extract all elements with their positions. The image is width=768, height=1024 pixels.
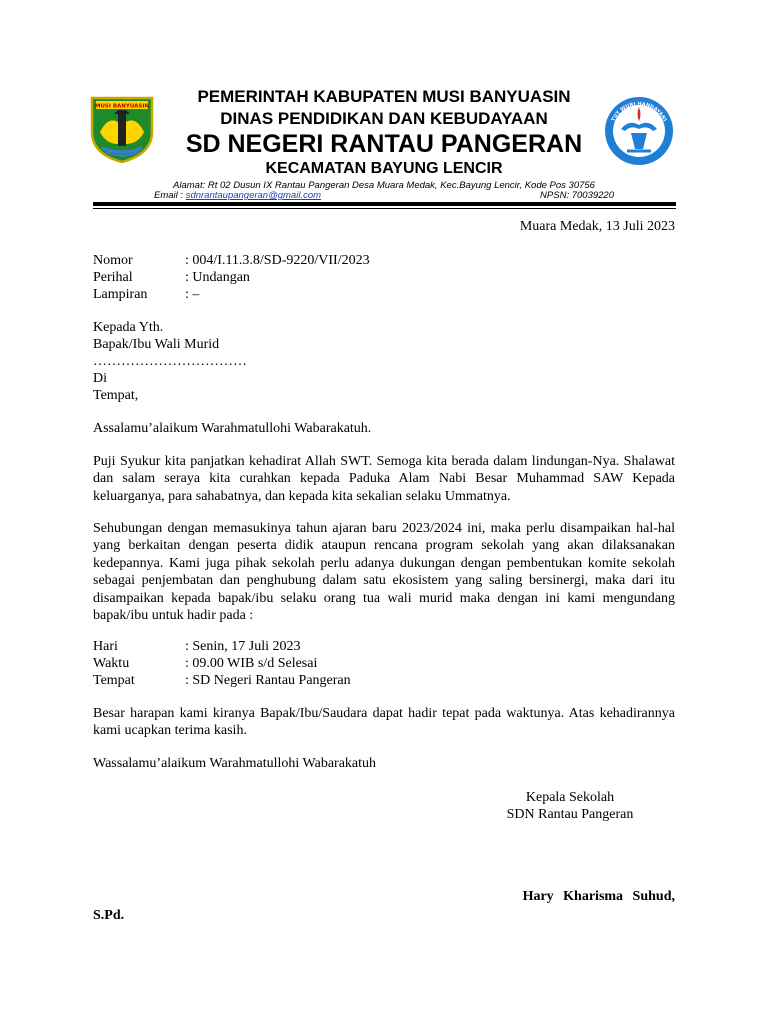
paragraph-opening: Puji Syukur kita panjatkan kehadirat Allah SWT. Semoga kita berada dalam lindungan-Nya. Shalawat dan salam seraya kita curahkan kepada Paduka Alam Nabi Besar Muhammad SAW Kepada keluarganya, para sahabatnya, dan kepada kita sekalian selaku Ummatnya. xyxy=(93,454,675,504)
npsn-number: NPSN: 70039220 xyxy=(540,190,614,201)
signatory-degree: S.Pd. xyxy=(93,908,125,923)
event-place: Tempat : SD Negeri Rantau Pangeran xyxy=(93,673,351,688)
signature-title: Kepala Sekolah xyxy=(525,790,615,805)
contact-row xyxy=(154,190,624,201)
letterhead-divider-thin xyxy=(93,208,676,209)
recipient-di: Di xyxy=(93,371,107,386)
email-label: Email : xyxy=(154,190,186,201)
opening-greeting: Assalamu’alaikum Warahmatullohi Wabarakatuh. xyxy=(93,421,372,436)
government-name: PEMERINTAH KABUPATEN MUSI BANYUASIN xyxy=(197,87,571,106)
svg-text:MUSI BANYUASIN: MUSI BANYUASIN xyxy=(94,103,150,110)
paragraph-closing: Besar harapan kami kiranya Bapak/Ibu/Saudara dapat hadir tepat pada waktunya. Atas kehadirannya kami ucapkan terima kasih. xyxy=(93,706,675,739)
letter-date: Muara Medak, 13 Juli 2023 xyxy=(519,219,675,234)
recipient-place: Tempat, xyxy=(93,388,139,403)
meta-subject: Perihal : Undangan xyxy=(93,270,250,285)
school-address: Alamat: Rt 02 Dusun IX Rantau Pangeran Desa Muara Medak, Kec.Bayung Lencir, Kode Pos 30756 xyxy=(173,180,595,191)
event-day: Hari : Senin, 17 Juli 2023 xyxy=(93,639,301,654)
signatory-name: Hary Kharisma Suhud, xyxy=(522,889,675,904)
meta-number: Nomor : 004/I.11.3.8/SD-9220/VII/2023 xyxy=(93,253,370,268)
svg-text:TUT WURI HANDAYANI: TUT WURI HANDAYANI xyxy=(610,101,668,123)
closing-greeting: Wassalamu’alaikum Warahmatullohi Wabarakatuh xyxy=(93,756,377,771)
meta-attachment: Lampiran : – xyxy=(93,287,200,302)
paragraph-invitation: Sehubungan dengan memasukinya tahun ajaran baru 2023/2024 ini, maka perlu disampaikan hal-hal yang berkaitan dengan peserta didik ataupun rencana program sekolah yang akan dilaksanakan kedepannya. Kami juga pihak sekolah perlu adanya dukungan dengan pembentukan komite sekolah sebagai penjembatan dan penghubung dalam satu ekosistem yang saling bersinergi, maka dari itu disampaikan kepada bapak/ibu selaku orang tua wali murid maka dengan ini kami mengundang bapak/ibu untuk hadir pada : xyxy=(93,521,675,624)
recipient-name: Bapak/Ibu Wali Murid xyxy=(93,337,220,352)
email-link[interactable]: sdnrantaupangeran@gmail.com xyxy=(185,190,322,201)
department-name: DINAS PENDIDIKAN DAN KEBUDAYAAN xyxy=(220,109,548,128)
event-time: Waktu : 09.00 WIB s/d Selesai xyxy=(93,656,318,671)
school-name: SD NEGERI RANTAU PANGERAN xyxy=(185,130,583,158)
signature-school: SDN Rantau Pangeran xyxy=(506,807,634,822)
letterhead-divider-thick xyxy=(93,202,676,206)
recipient-salutation: Kepada Yth. xyxy=(93,320,164,335)
tut-wuri-handayani-logo xyxy=(603,95,675,167)
district-name: KECAMATAN BAYUNG LENCIR xyxy=(265,160,503,177)
musi-banyuasin-logo xyxy=(88,92,156,164)
recipient-dots: …………………………… xyxy=(93,354,247,369)
